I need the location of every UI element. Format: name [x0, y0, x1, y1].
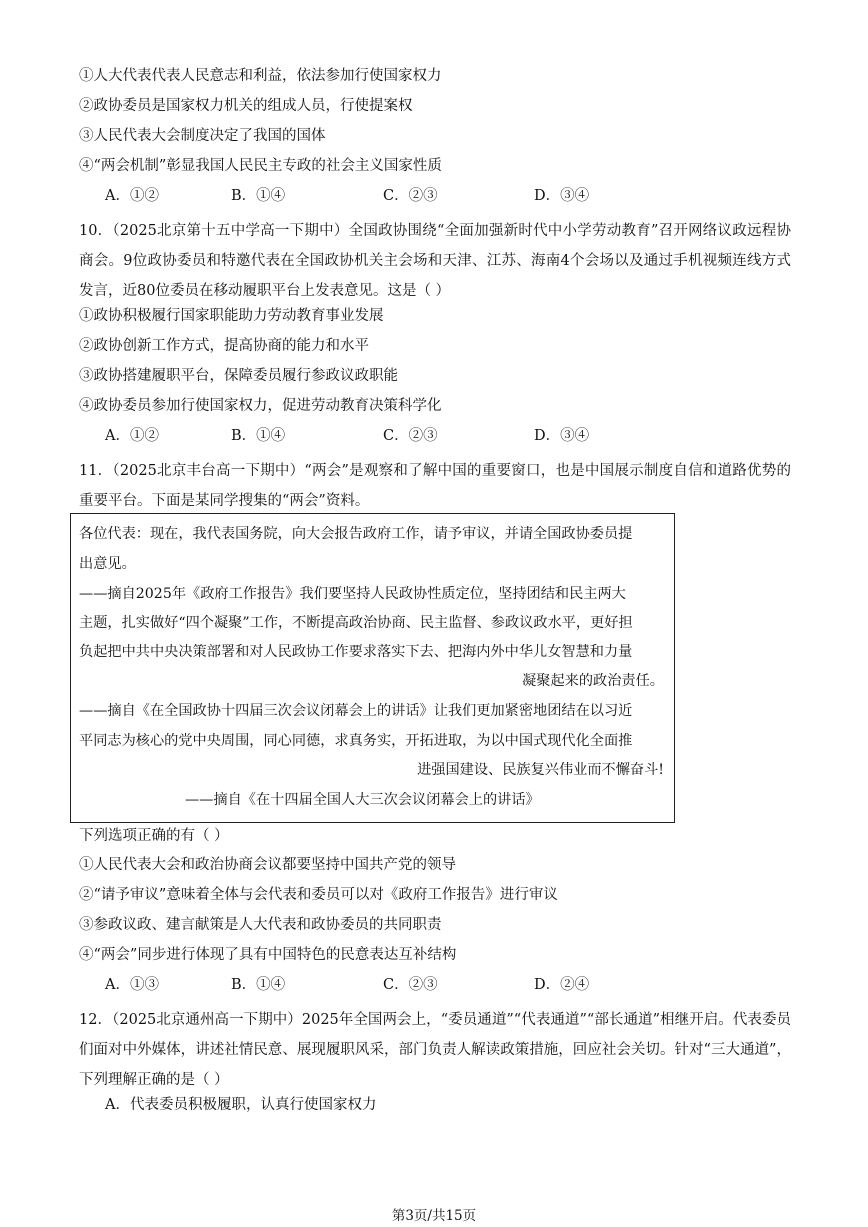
- q12-stem: 12．（2025北京通州高一下期中）2025年全国两会上，“委员通道”“代表通道”“部长通道”相继开启。代表委员们面对中外媒体，讲述社情民意、展现履职风采，部门负责人解读政策措施，回应社会关切。针对“三大通道”，下列理解正确的是（ ）: [79, 1012, 791, 1088]
- q9-statement-4: ④“两会机制”彰显我国人民民主专政的社会主义国家性质: [79, 158, 442, 174]
- q11-stem: 11．（2025北京丰台高一下期中）“两会”是观察和了解中国的重要窗口，也是中国展示制度自信和道路优势的重要平台。下面是某同学搜集的“两会”资料。: [79, 463, 791, 509]
- q11-statement-4: ④“两会”同步进行体现了具有中国特色的民意表达互补结构: [79, 947, 457, 963]
- material-line: 出意见。: [79, 556, 136, 572]
- q11-statement-2: ②“请予审议”意味着全体与会代表和委员可以对《政府工作报告》进行审议: [79, 887, 558, 903]
- material-line: ——摘自《在全国政协十四届三次会议闭幕会上的讲话》让我们更加紧密地团结在以习近: [79, 703, 633, 719]
- q10-statement-1: ①政协积极履行国家职能助力劳动教育事业发展: [79, 308, 384, 324]
- q10-option-b: B．①④: [231, 428, 286, 444]
- q11-option-c: C．②③: [383, 977, 438, 993]
- material-line: 负起把中共中央决策部署和对人民政协工作要求落实下去、把海内外中华儿女智慧和力量: [79, 644, 633, 660]
- material-line: 各位代表：现在，我代表国务院，向大会报告政府工作，请予审议，并请全国政协委员提: [79, 526, 633, 542]
- q10-option-a: A．①②: [105, 428, 159, 444]
- material-source: ——摘自《在十四届全国人大三次会议闭幕会上的讲话》: [185, 792, 540, 808]
- q9-statement-1: ①人大代表代表人民意志和利益，依法参加行使国家权力: [79, 68, 442, 84]
- material-line: 进强国建设、民族复兴伟业而不懈奋斗!: [417, 762, 664, 778]
- page-number: 第3页/共15页: [391, 1208, 477, 1224]
- q9-option-a: A．①②: [105, 188, 159, 204]
- q9-statement-2: ②政协委员是国家权力机关的组成人员，行使提案权: [79, 98, 413, 114]
- q11-option-a: A．①③: [105, 977, 159, 993]
- q11-material-box: [70, 513, 675, 823]
- q9-option-d: D．③④: [534, 188, 590, 204]
- q11-option-b: B．①④: [231, 977, 286, 993]
- material-line: 平同志为核心的党中央周围，同心同德，求真务实，开拓进取，为以中国式现代化全面推: [79, 733, 633, 749]
- q10-statement-2: ②政协创新工作方式，提高协商的能力和水平: [79, 338, 369, 354]
- q9-statement-3: ③人民代表大会制度决定了我国的国体: [79, 128, 326, 144]
- q12-option-a: A．代表委员积极履职，认真行使国家权力: [105, 1097, 377, 1113]
- q9-option-c: C．②③: [383, 188, 438, 204]
- q9-option-b: B．①④: [231, 188, 286, 204]
- material-line: 主题，扎实做好“四个凝聚”工作，不断提高政治协商、民主监督、参政议政水平，更好担: [79, 615, 633, 631]
- material-line: ——摘自2025年《政府工作报告》我们要坚持人民政协性质定位，坚持团结和民主两大: [79, 586, 626, 602]
- q11-option-d: D．②④: [534, 977, 590, 993]
- q10-option-c: C．②③: [383, 428, 438, 444]
- material-line: 凝聚起来的政治责任。: [522, 673, 664, 689]
- q10-statement-4: ④政协委员参加行使国家权力，促进劳动教育决策科学化: [79, 398, 442, 414]
- q10-statement-3: ③政协搭建履职平台，保障委员履行参政议政职能: [79, 368, 398, 384]
- q11-statement-3: ③参政议政、建言献策是人大代表和政协委员的共同职责: [79, 917, 442, 933]
- q10-option-d: D．③④: [534, 428, 590, 444]
- q10-stem: 10．（2025北京第十五中学高一下期中）全国政协围绕“全面加强新时代中小学劳动教育”召开网络议政远程协商会。9位政协委员和特邀代表在全国政协机关主会场和天津、江苏、海南4个会场以及通过手机视频连线方式发言，近80位委员在移动履职平台上发表意见。这是（ ）: [79, 223, 791, 299]
- q11-statement-1: ①人民代表大会和政治协商会议都要坚持中国共产党的领导: [79, 857, 456, 873]
- q11-prompt: 下列选项正确的有（ ）: [79, 828, 229, 844]
